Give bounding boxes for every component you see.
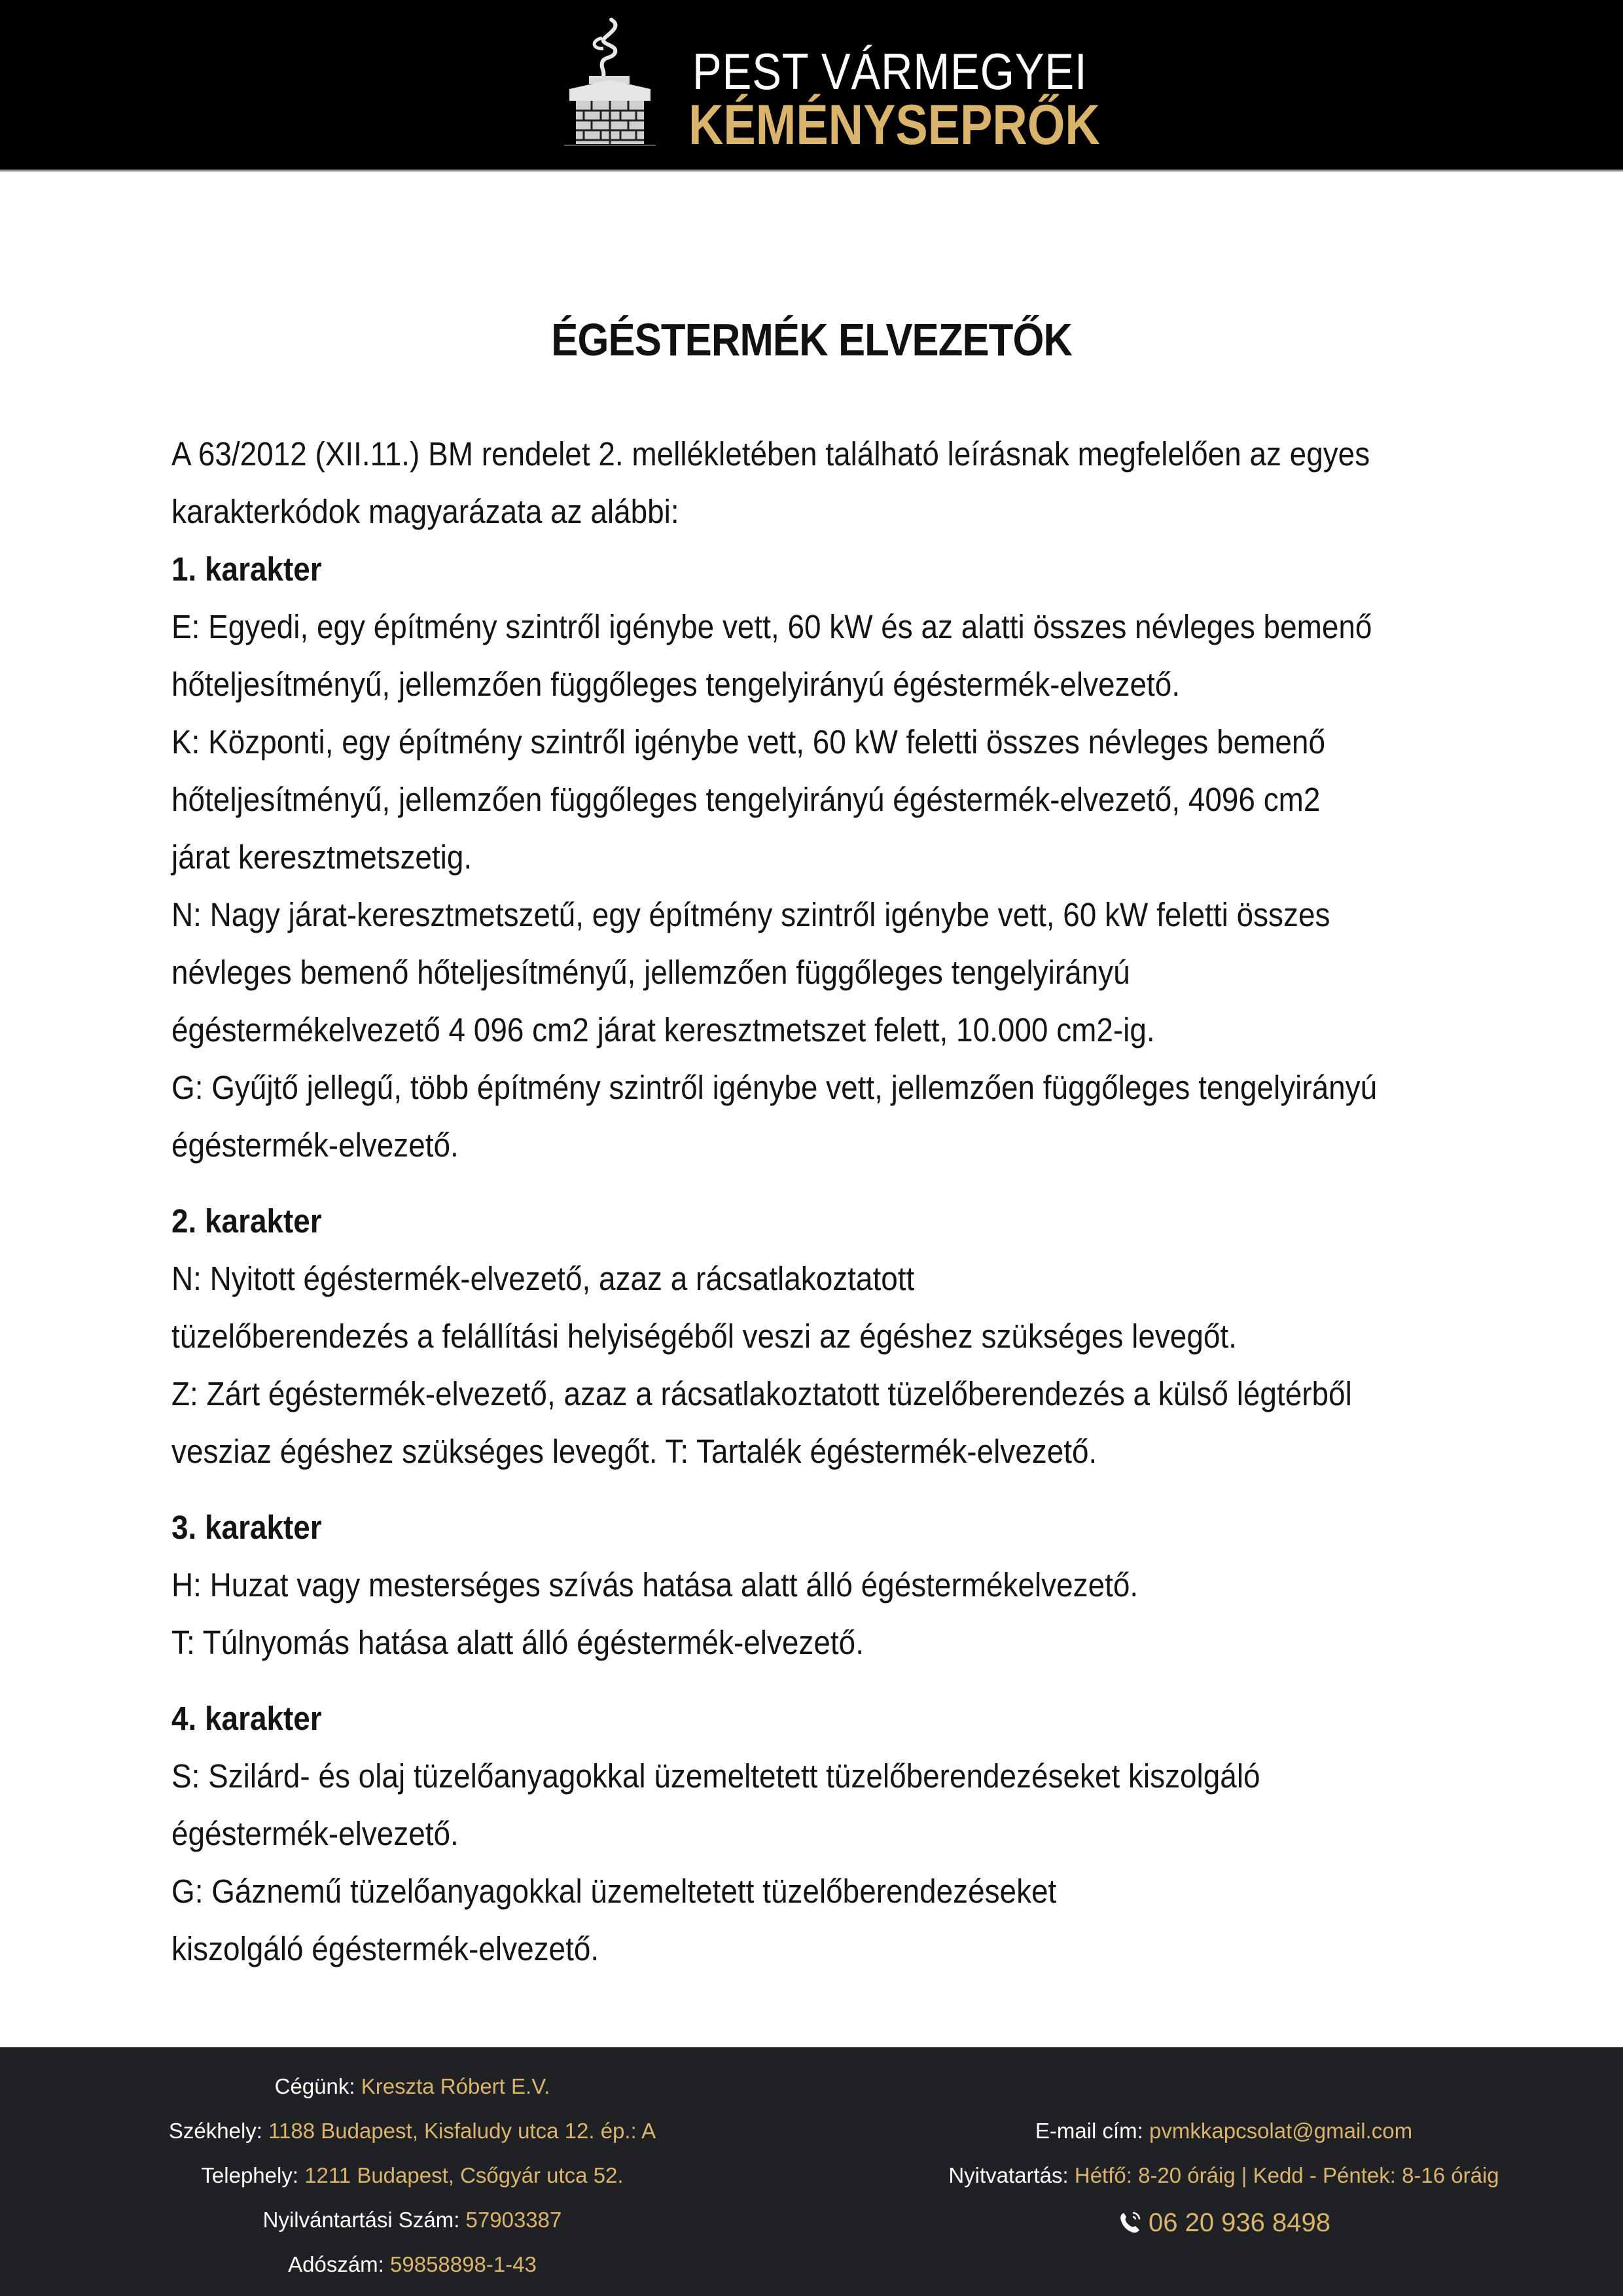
intro-line: A 63/2012 (XII.11.) BM rendelet 2. mellékletében található leírásnak megfelelően az egyes bbox=[171, 435, 1370, 473]
page-title bbox=[0, 314, 1623, 366]
section-line: tüzelőberendezés a felállítási helyiségéből veszi az égéshez szükséges levegőt. bbox=[171, 1318, 1237, 1355]
info-label: Cégünk: bbox=[274, 2074, 355, 2098]
site-address-row bbox=[131, 2153, 694, 2198]
logo-line-1: PEST VÁRMEGYEI bbox=[692, 43, 1088, 100]
contact-info bbox=[890, 2109, 1558, 2245]
section-line: G: Gyűjtő jellegű, több építmény szintről igénybe vett, jellemzően függőleges tengelyirányú bbox=[171, 1069, 1378, 1106]
section-line: járat keresztmetszetig. bbox=[171, 838, 473, 876]
info-value: 1211 Budapest, Csőgyár utca 52. bbox=[304, 2163, 624, 2187]
phone-number[interactable]: 06 20 936 8498 bbox=[1148, 2208, 1331, 2237]
headquarters-row bbox=[131, 2109, 694, 2153]
intro-line: karakterkódok magyarázata az alábbi: bbox=[171, 493, 679, 530]
section-line: kiszolgáló égéstermék-elvezető. bbox=[171, 1930, 599, 1967]
section-line: égéstermék-elvezető. bbox=[171, 1815, 459, 1852]
section-heading: 4. karakter bbox=[171, 1700, 322, 1737]
phone-link[interactable] bbox=[890, 2200, 1558, 2245]
company-name-row bbox=[131, 2064, 694, 2109]
section-line: H: Huzat vagy mesterséges szívás hatása alatt álló égéstermékelvezető. bbox=[171, 1566, 1139, 1604]
email-row bbox=[890, 2109, 1558, 2153]
section-line: T: Túlnyomás hatása alatt álló égéstermék-elvezető. bbox=[171, 1624, 864, 1661]
email-link[interactable]: pvmkkapcsolat@gmail.com bbox=[1149, 2119, 1413, 2143]
section-line: N: Nyitott égéstermék-elvezető, azaz a rácsatlakoztatott bbox=[171, 1260, 915, 1297]
section-line: égéstermékelvezető 4 096 cm2 járat keresztmetszet felett, 10.000 cm2-ig. bbox=[171, 1011, 1155, 1049]
section-heading: 3. karakter bbox=[171, 1509, 322, 1546]
info-label: E-mail cím: bbox=[1035, 2119, 1143, 2143]
site-footer bbox=[0, 2047, 1623, 2296]
section-line: N: Nagy járat-keresztmetszetű, egy építmény szintről igénybe vett, 60 kW feletti összes bbox=[171, 896, 1330, 933]
section-line: hőteljesítményű, jellemzően függőleges tengelyirányú égéstermék-elvezető, 4096 cm2 bbox=[171, 781, 1321, 818]
section-line: Z: Zárt égéstermék-elvezető, azaz a rácsatlakoztatott tüzelőberendezés a külső légtérből bbox=[171, 1375, 1352, 1412]
phone-icon bbox=[1117, 2209, 1143, 2235]
info-value: Kreszta Róbert E.V. bbox=[361, 2074, 550, 2098]
section-line: vesziaz égéshez szükséges levegőt. T: Tartalék égéstermék-elvezető. bbox=[171, 1433, 1097, 1470]
info-label: Nyitvatartás: bbox=[948, 2163, 1069, 2187]
info-label: Adószám: bbox=[288, 2252, 384, 2276]
section-heading: 2. karakter bbox=[171, 1202, 322, 1240]
logo[interactable] bbox=[564, 16, 1100, 156]
info-label: Telephely: bbox=[201, 2163, 299, 2187]
chimney-icon bbox=[564, 16, 656, 147]
logo-line-2: KÉMÉNYSEPRŐK bbox=[688, 94, 1100, 156]
section-line: S: Szilárd- és olaj tüzelőanyagokkal üzemeltetett tüzelőberendezéseket kiszolgáló bbox=[171, 1757, 1260, 1795]
tax-number-row bbox=[131, 2242, 694, 2287]
info-value: Hétfő: 8-20 óráig | Kedd - Péntek: 8-16 óráig bbox=[1074, 2163, 1499, 2187]
registration-row bbox=[131, 2198, 694, 2242]
info-label: Székhely: bbox=[168, 2119, 262, 2143]
site-header bbox=[0, 0, 1623, 171]
section-line: K: Központi, egy építmény szintről igénybe vett, 60 kW feletti összes névleges bemenő bbox=[171, 723, 1325, 761]
section-heading: 1. karakter bbox=[171, 550, 322, 588]
article-body bbox=[171, 425, 1467, 1978]
page-title-text: ÉGÉSTERMÉK ELVEZETŐK bbox=[551, 314, 1072, 365]
section-line: E: Egyedi, egy építmény szintről igénybe vett, 60 kW és az alatti összes névleges bemenő bbox=[171, 608, 1372, 645]
info-value: 1188 Budapest, Kisfaludy utca 12. ép.: A bbox=[268, 2119, 656, 2143]
opening-hours-row bbox=[890, 2153, 1558, 2198]
section-line: hőteljesítményű, jellemzően függőleges tengelyirányú égéstermék-elvezető. bbox=[171, 666, 1181, 703]
info-value: 57903387 bbox=[465, 2208, 562, 2232]
section-line: G: Gáznemű tüzelőanyagokkal üzemeltetett tüzelőberendezéseket bbox=[171, 1873, 1057, 1910]
section-line: égéstermék-elvezető. bbox=[171, 1126, 459, 1164]
info-value: 59858898-1-43 bbox=[390, 2252, 537, 2276]
section-line: névleges bemenő hőteljesítményű, jellemzően függőleges tengelyirányú bbox=[171, 954, 1130, 991]
info-label: Nyilvántartási Szám: bbox=[262, 2208, 460, 2232]
company-info bbox=[131, 2064, 694, 2287]
